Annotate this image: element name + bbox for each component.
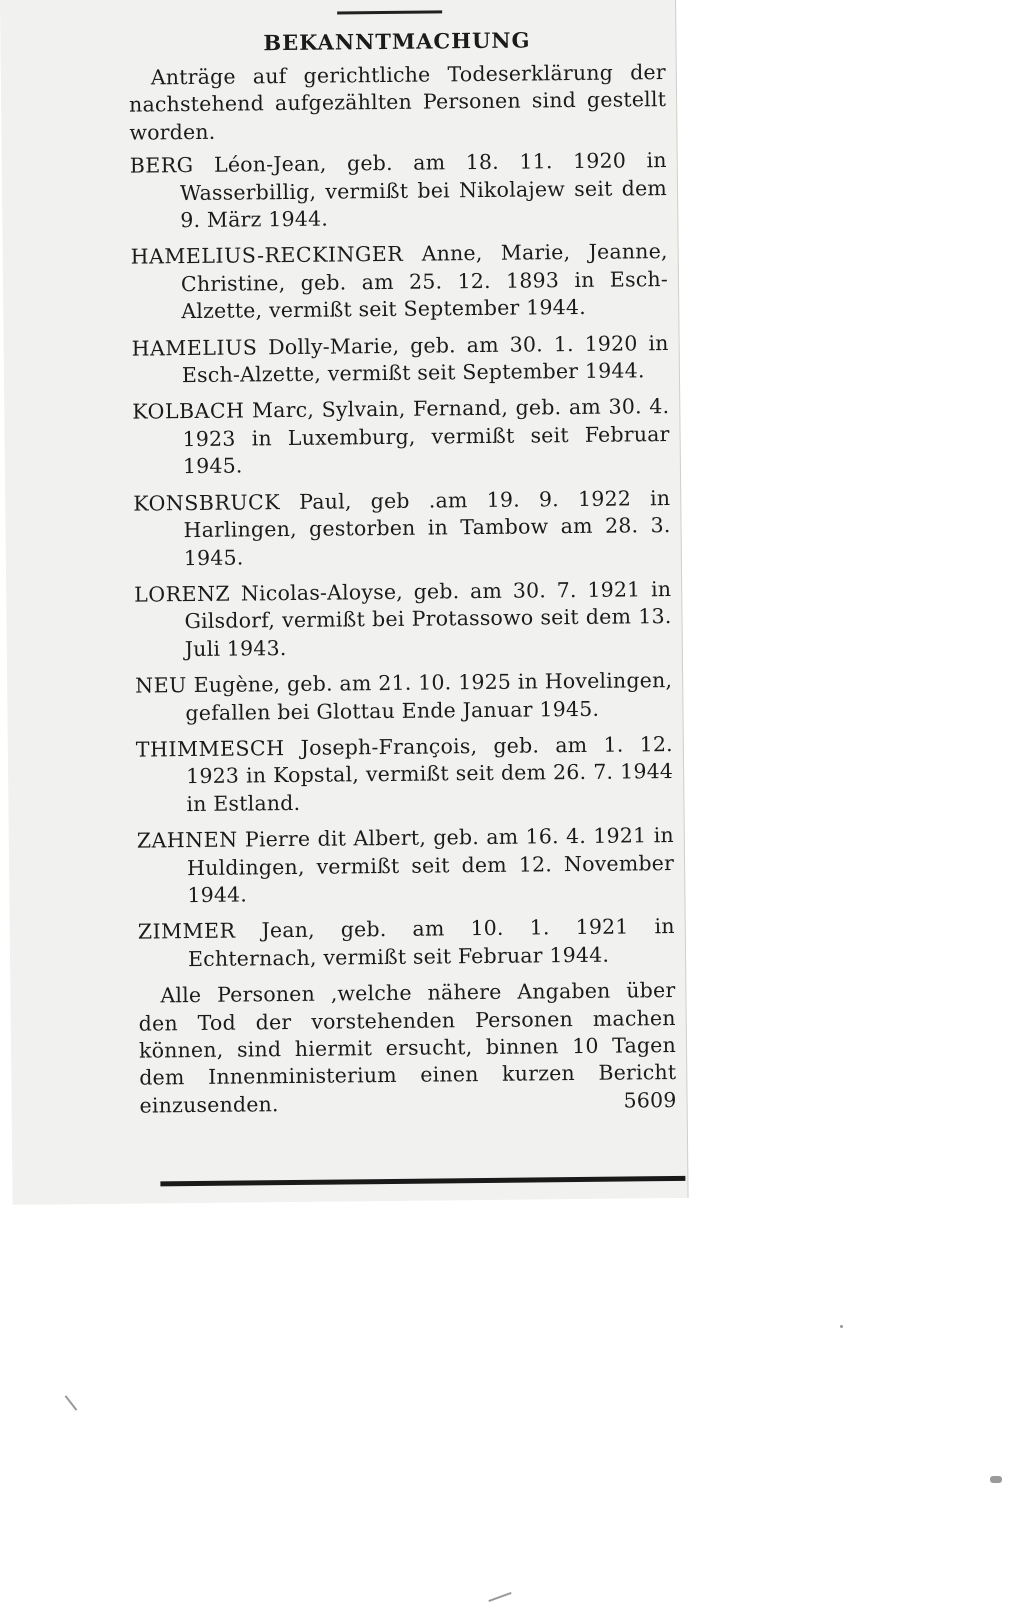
- entry-surname: LORENZ: [134, 581, 231, 607]
- entry-details: Pierre dit Albert, geb. am 16. 4. 1921 in Huldingen, vermißt seit dem 12. November 1944.: [186, 823, 675, 908]
- entry-surname: BERG: [129, 153, 194, 178]
- entry-details: Nicolas-Aloyse, geb. am 30. 7. 1921 in Gilsdorf, vermißt bei Protassowo seit dem 13. Juli 1943.: [184, 576, 672, 661]
- scan-speck: [65, 1395, 78, 1410]
- entry-neu: [135, 667, 673, 727]
- entry-surname: ZAHNEN: [136, 827, 238, 853]
- entry-details: Anne, Marie, Jeanne, Christine, geb. am 25. 12. 1893 in Esch-Alzette, vermißt seit September 1944.: [180, 239, 669, 324]
- entry-surname: HAMELIUS-RECKINGER: [130, 242, 404, 270]
- entry-hamelius-reckinger: [131, 238, 669, 326]
- entry-details: Dolly-Marie, geb. am 30. 1. 1920 in Esch-Alzette, vermißt seit September 1944.: [181, 330, 669, 388]
- entry-details: Léon-Jean, geb. am 18. 11. 1920 in Wasserbillig, vermißt bei Nikolajew seit dem 9. März 1944.: [179, 148, 668, 233]
- entry-surname: ZIMMER: [137, 918, 236, 944]
- entry-details: Eugène, geb. am 21. 10. 1925 in Hovelingen, gefallen bei Glottau Ende Januar 1945.: [185, 668, 673, 725]
- entry-kolbach: [132, 393, 670, 481]
- entry-details: Joseph-François, geb. am 1. 12. 1923 in Kopstal, vermißt seit dem 26. 7. 1944 in Estland.: [186, 731, 674, 816]
- scan-speck: [990, 1476, 1002, 1483]
- entry-konsbruck: [133, 485, 671, 573]
- reference-number: 5609: [623, 1087, 677, 1113]
- entry-zimmer: [138, 913, 676, 973]
- entry-surname: HAMELIUS: [131, 334, 258, 361]
- entry-surname: KOLBACH: [132, 398, 245, 425]
- notice-intro: Anträge auf gerichtliche Todeserklärung der nachstehend aufgezählten Personen sind gestellt worden.: [128, 60, 667, 145]
- entry-zahnen: [137, 822, 675, 910]
- entry-surname: KONSBRUCK: [133, 489, 281, 516]
- entry-surname: THIMMESCH: [135, 735, 285, 762]
- closing-text: Alle Personen ,welche nähere Angaben über den Tod der vorstehenden Personen machen können, sind hiermit ersucht, binnen 10 Tagen dem Innenministerium einen kurzen Bericht einzusenden.: [138, 978, 677, 1118]
- entry-details: Paul, geb .am 19. 9. 1922 in Harlingen, gestorben in Tambow am 28. 3. 1945.: [183, 485, 671, 570]
- top-rule: [337, 10, 442, 14]
- notice-closing: [138, 977, 676, 1120]
- entry-details: Jean, geb. am 10. 1. 1921 in Echternach, vermißt seit Februar 1944.: [187, 914, 675, 971]
- scan-speck: [840, 1325, 843, 1328]
- entry-details: Marc, Sylvain, Fernand, geb. am 30. 4. 1923 in Luxemburg, vermißt seit Februar 1945.: [182, 394, 670, 479]
- entry-berg: [130, 147, 668, 235]
- entry-thimmesch: [136, 731, 674, 819]
- bottom-rule: [160, 1176, 685, 1186]
- entry-surname: NEU: [135, 673, 187, 698]
- notice-column: [128, 25, 676, 1120]
- scan-speck: [488, 1592, 511, 1602]
- entry-lorenz: [134, 576, 672, 664]
- notice-heading: BEKANNTMACHUNG: [263, 27, 531, 56]
- entry-hamelius: [132, 330, 670, 390]
